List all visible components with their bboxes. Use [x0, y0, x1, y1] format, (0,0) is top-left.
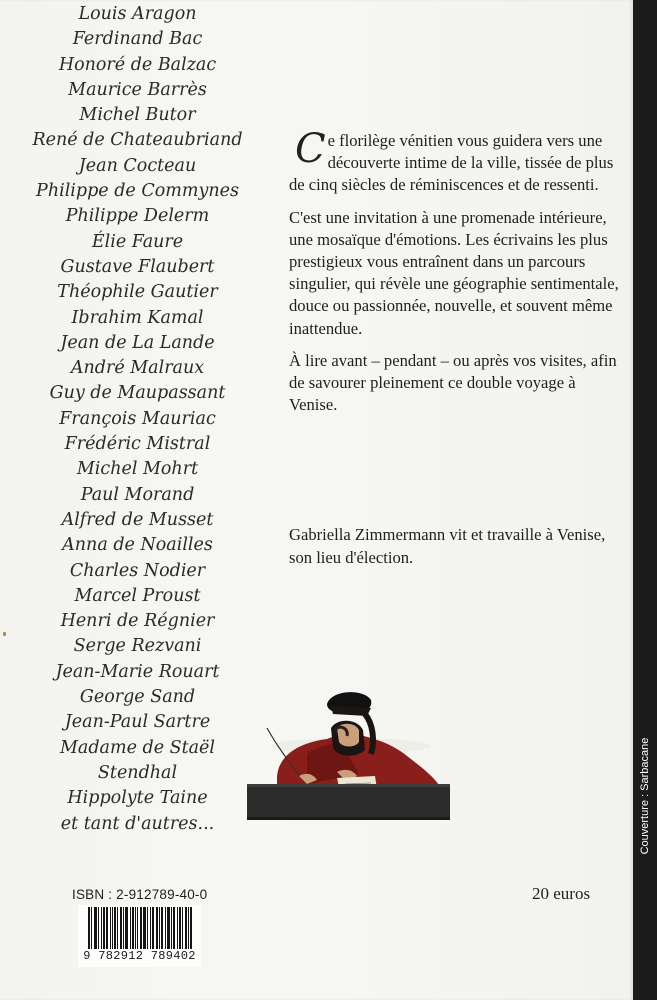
author-name: Élie Faure	[91, 231, 184, 252]
author-name: Anna de Noailles	[62, 535, 213, 556]
barcode-bar	[121, 907, 122, 949]
barcode	[78, 905, 201, 967]
barcode-bar	[89, 907, 90, 949]
barcode-bar	[98, 907, 99, 949]
barcode-bar	[177, 907, 178, 949]
barcode-bar	[127, 907, 128, 949]
author-name: Jean Cocteau	[78, 155, 197, 176]
barcode-bar	[159, 907, 160, 949]
barcode-bar	[95, 907, 96, 949]
paper-mark	[3, 632, 6, 636]
barcode-bar	[126, 907, 127, 949]
barcode-bar	[107, 907, 108, 949]
barcode-bar	[135, 907, 136, 949]
drop-cap: C	[295, 126, 326, 172]
price-label: 20 euros	[532, 884, 591, 903]
author-name: Michel Mohrt	[76, 459, 199, 480]
author-name: Théophile Gautier	[57, 282, 218, 303]
author-name: Maurice Barrès	[68, 79, 207, 100]
barcode-bar	[106, 907, 107, 949]
barcode-digits: 9 782912 789402	[83, 949, 196, 963]
author-name: André Malraux	[70, 358, 205, 379]
blurb-paragraph-1	[289, 126, 624, 197]
author-name: Honoré de Balzac	[58, 54, 217, 75]
barcode-bar	[165, 907, 166, 949]
blurb	[289, 126, 624, 426]
barcode-bar	[182, 907, 183, 949]
barcode-bar	[186, 907, 187, 949]
barcode-bar	[123, 907, 124, 949]
barcode-bar	[96, 907, 97, 949]
author-name: George Sand	[79, 687, 196, 708]
isbn-label: ISBN : 2-912789-40-0	[72, 887, 208, 902]
barcode-bar	[117, 907, 118, 949]
barcode-bar	[91, 907, 92, 949]
author-name: Michel Butor	[79, 105, 196, 126]
barcode-bar	[112, 907, 113, 949]
barcode-bar	[156, 907, 157, 949]
author-name: Ibrahim Kamal	[71, 307, 204, 328]
barcode-bar	[191, 907, 192, 949]
author-name: Madame de Staël	[59, 737, 216, 758]
author-name: Philippe de Commynes	[36, 181, 239, 202]
author-name: Serge Rezvani	[73, 636, 202, 657]
barcode-bar	[145, 907, 146, 949]
author-name: Henri de Régnier	[60, 611, 215, 632]
author-name: René de Chateaubriand	[32, 130, 243, 151]
author-name: Guy de Maupassant	[49, 383, 226, 404]
barcode-bar	[133, 907, 134, 949]
cover-credit-text: Couverture : Sarbacane	[639, 737, 651, 855]
author-name: Jean-Marie Rouart	[55, 661, 220, 682]
barcode-bar	[167, 907, 168, 949]
author-name: Marcel Proust	[74, 585, 201, 606]
barcode-bar	[114, 907, 115, 949]
barcode-bar	[180, 907, 181, 949]
author-name: François Mauriac	[59, 408, 216, 429]
barcode-bar	[169, 907, 170, 949]
author-list	[10, 2, 265, 837]
barcode-bar	[141, 907, 142, 949]
author-name: Paul Morand	[80, 484, 195, 505]
barcode-bar	[152, 907, 153, 949]
spine-credit	[633, 733, 657, 859]
barcode-bar	[101, 907, 102, 949]
barcode-bar	[157, 907, 158, 949]
barcode-bar	[140, 907, 141, 949]
barcode-bar	[115, 907, 116, 949]
blurb-paragraph-3: À lire avant – pendant – ou après vos visites, afin de savourer pleinement ce double voyage à Venise.	[289, 350, 617, 415]
barcode-bar	[179, 907, 180, 949]
barcode-bar	[153, 907, 154, 949]
author-name: Charles Nodier	[69, 560, 206, 581]
barcode-bar	[120, 907, 121, 949]
author-name: Jean de La Lande	[60, 332, 215, 353]
author-name: Gustave Flaubert	[60, 256, 215, 277]
barcode-bar	[185, 907, 186, 949]
barcode-bar	[94, 907, 95, 949]
scribe-illustration	[247, 684, 452, 820]
barcode-bar	[88, 907, 89, 949]
barcode-bar	[147, 907, 148, 949]
author-name: Louis Aragon	[78, 4, 197, 24]
barcode-bar	[173, 907, 174, 949]
barcode-bars	[88, 907, 192, 951]
blurb-paragraph-2: C'est une invitation à une promenade intérieure, une mosaïque d'émotions. Les écrivains les plus prestigieux vous entraînent dans un parcours singulier, qui révèle une géographie sentimentale, douce ou passionnée, nouvelle, et souvent même inattendue.	[289, 207, 619, 338]
barcode-bar	[188, 907, 189, 949]
barcode-bar	[143, 907, 144, 949]
barcode-bar	[162, 907, 163, 949]
author-name: Frédéric Mistral	[64, 434, 211, 455]
author-name: Philippe Delerm	[65, 206, 210, 227]
author-name: Hippolyte Taine	[67, 788, 208, 809]
barcode-bar	[130, 907, 131, 949]
barcode-bar	[171, 907, 172, 949]
barcode-bar	[132, 907, 133, 949]
barcode-bar	[168, 907, 169, 949]
barcode-bar	[150, 907, 151, 949]
author-bio: Gabriella Zimmermann vit et travaille à Venise, son lieu d'élection.	[289, 525, 606, 567]
barcode-bar	[104, 907, 105, 949]
barcode-bar	[144, 907, 145, 949]
barcode-bar	[103, 907, 104, 949]
author-name: Alfred de Musset	[61, 509, 214, 530]
author-name: Jean-Paul Sartre	[64, 712, 211, 733]
barcode-bar	[125, 907, 126, 949]
blurb-paragraph-1-text: e florilège vénitien vous guidera vers une découverte intime de la ville, tissée de plus de cinq siècles de réminiscences et de ressenti.	[289, 131, 614, 195]
author-name: Stendhal	[97, 762, 178, 783]
barcode-bar	[137, 907, 138, 949]
barcode-bar	[190, 907, 191, 949]
barcode-bar	[110, 907, 111, 949]
barcode-bar	[174, 907, 175, 949]
author-name: Ferdinand Bac	[72, 29, 203, 50]
author-list-more: et tant d'autres...	[60, 813, 215, 834]
barcode-bar	[161, 907, 162, 949]
